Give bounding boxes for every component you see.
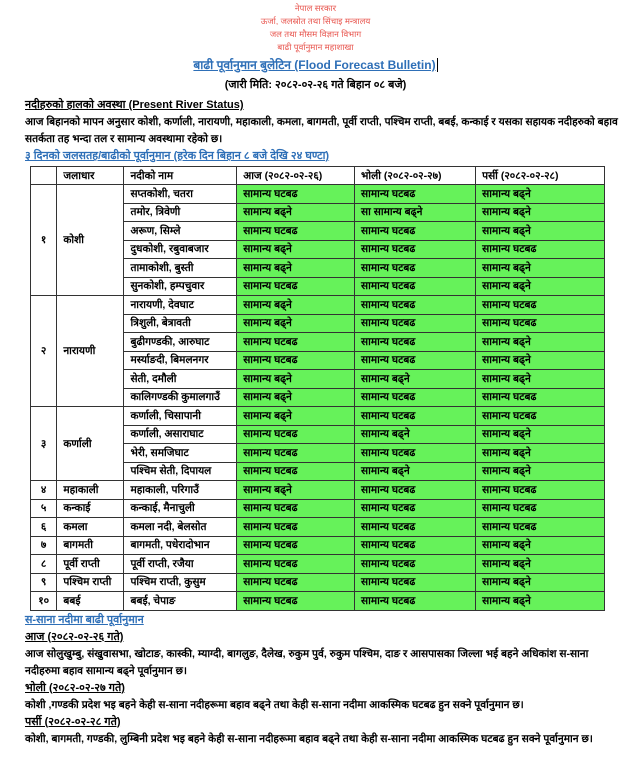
river-station: त्रिशुली, बेत्रावती bbox=[124, 314, 237, 333]
column-header bbox=[31, 167, 57, 185]
day-label-today: आज (२०८२-०२-२६ गते) bbox=[25, 630, 124, 643]
river-station: पश्चिम सेती, दिपायल bbox=[124, 462, 237, 481]
forecast-day-after: सामान्य बढ्ने bbox=[476, 277, 605, 296]
river-station: दुधकोशी, रबुवाबजार bbox=[124, 240, 237, 259]
day-label-tomorrow: भोली (२०८२-०२-२७ गते) bbox=[25, 681, 125, 694]
river-station: बबई, चेपाङ bbox=[124, 592, 237, 611]
forecast-day-after: सामान्य बढ्ने bbox=[476, 592, 605, 611]
river-station: कालिगण्डकी कुमालगाउँ bbox=[124, 388, 237, 407]
basin-name: बागमती bbox=[57, 536, 124, 555]
basin-name: पश्चिम राप्ती bbox=[57, 573, 124, 592]
forecast-tomorrow: सामान्य घटबढ bbox=[355, 314, 476, 333]
forecast-day-after: सामान्य बढ्ने bbox=[476, 370, 605, 389]
forecast-today: सामान्य घटबढ bbox=[237, 573, 355, 592]
river-station: भेरी, समजिघाट bbox=[124, 444, 237, 463]
river-station: बागमती, पधेरादोभान bbox=[124, 536, 237, 555]
forecast-tomorrow: सामान्य बढ्ने bbox=[355, 370, 476, 389]
table-row bbox=[31, 296, 605, 315]
forecast-day-after: सामान्य बढ्ने bbox=[476, 573, 605, 592]
forecast-tomorrow: सामान्य घटबढ bbox=[355, 333, 476, 352]
basin-number: ३ bbox=[31, 407, 57, 481]
forecast-day-after: सामान्य बढ्ने bbox=[476, 185, 605, 204]
forecast-day-after: सामान्य बढ्ने bbox=[476, 259, 605, 278]
river-station: कर्णाली, चिसापानी bbox=[124, 407, 237, 426]
column-header-day-after: पर्सी (२०८२-०२-२८) bbox=[476, 167, 605, 185]
forecast-tomorrow: सामान्य बढ्ने bbox=[355, 425, 476, 444]
basin-name: पूर्वी राप्ती bbox=[57, 555, 124, 574]
forecast-day-after: सामान्य बढ्ने bbox=[476, 425, 605, 444]
forecast-day-after: सामान्य घटबढ bbox=[476, 314, 605, 333]
small-rivers-heading: स-साना नदीमा बाढी पूर्वानुमान bbox=[25, 613, 144, 626]
forecast-today: सामान्य बढ्ने bbox=[237, 240, 355, 259]
column-header-tomorrow: भोली (२०८२-०२-२७) bbox=[355, 167, 476, 185]
forecast-day-after: सामान्य बढ्ने bbox=[476, 222, 605, 241]
basin-name: कोशी bbox=[57, 185, 124, 296]
bulletin-body bbox=[25, 97, 620, 748]
forecast-tomorrow: सामान्य घटबढ bbox=[355, 407, 476, 426]
forecast-tomorrow: सामान्य घटबढ bbox=[355, 296, 476, 315]
river-station: सप्तकोशी, चतरा bbox=[124, 185, 237, 204]
forecast-tomorrow: सामान्य घटबढ bbox=[355, 481, 476, 500]
day-text-tomorrow: कोशी ,गण्डकी प्रदेश भइ बहने केही स-साना नदीहरूमा बहाव बढ्ने तथा केही स-साना नदीमा आकस्मिक घटबढ हुन सक्ने पूर्वानुमान छ। bbox=[25, 698, 524, 711]
forecast-today: सामान्य घटबढ bbox=[237, 185, 355, 204]
table-row bbox=[31, 407, 605, 426]
forecast-today: सामान्य घटबढ bbox=[237, 518, 355, 537]
forecast-today: सामान्य घटबढ bbox=[237, 536, 355, 555]
table-row bbox=[31, 518, 605, 537]
forecast-today: सामान्य घटबढ bbox=[237, 592, 355, 611]
basin-number: ५ bbox=[31, 499, 57, 518]
forecast-today: सामान्य बढ्ने bbox=[237, 407, 355, 426]
present-status-text: आज बिहानको मापन अनुसार कोशी, कर्णाली, नारायणी, महाकाली, कमला, बागमती, पूर्वी राप्ती, पश्चिम राप्ती, बबई, कन्काई र यसका सहायक नदीहरुको बहाव सतर्कता तह भन्दा तल र सामान्य अवस्थामा रहेको छ। bbox=[25, 116, 618, 145]
table-row bbox=[31, 555, 605, 574]
forecast-tomorrow: सामान्य घटबढ bbox=[355, 518, 476, 537]
forecast-table-body bbox=[31, 185, 605, 611]
forecast-today: सामान्य बढ्ने bbox=[237, 259, 355, 278]
forecast-day-after: सामान्य बढ्ने bbox=[476, 203, 605, 222]
forecast-today: सामान्य बढ्ने bbox=[237, 296, 355, 315]
forecast-tomorrow: सामान्य घटबढ bbox=[355, 573, 476, 592]
forecast-tomorrow: सामान्य घटबढ bbox=[355, 277, 476, 296]
forecast-day-after: सामान्य घटबढ bbox=[476, 499, 605, 518]
forecast-today: सामान्य बढ्ने bbox=[237, 370, 355, 389]
forecast-today: सामान्य घटबढ bbox=[237, 277, 355, 296]
basin-name: बबई bbox=[57, 592, 124, 611]
present-status-heading: नदीहरुको हालको अवस्था (Present River Status) bbox=[25, 99, 244, 111]
division-name: बाढी पूर्वानुमान महाशाखा bbox=[277, 42, 354, 52]
basin-name: नारायणी bbox=[57, 296, 124, 407]
forecast-tomorrow: सामान्य घटबढ bbox=[355, 499, 476, 518]
letterhead bbox=[0, 0, 631, 54]
forecast-tomorrow: सामान्य घटबढ bbox=[355, 240, 476, 259]
basin-number: १ bbox=[31, 185, 57, 296]
basin-number: ८ bbox=[31, 555, 57, 574]
table-header-row bbox=[31, 167, 605, 185]
river-station: पूर्वी राप्ती, रजैया bbox=[124, 555, 237, 574]
forecast-today: सामान्य घटबढ bbox=[237, 444, 355, 463]
forecast-day-after: सामान्य घटबढ bbox=[476, 481, 605, 500]
forecast-tomorrow: सामान्य घटबढ bbox=[355, 536, 476, 555]
forecast-day-after: सामान्य बढ्ने bbox=[476, 462, 605, 481]
river-station: तामाकोशी, बुस्ती bbox=[124, 259, 237, 278]
basin-name: कमला bbox=[57, 518, 124, 537]
forecast-day-after: सामान्य बढ्ने bbox=[476, 333, 605, 352]
forecast-today: सामान्य बढ्ने bbox=[237, 203, 355, 222]
column-header-river: नदीको नाम bbox=[124, 167, 237, 185]
basin-number: ६ bbox=[31, 518, 57, 537]
river-station: नारायणी, देवघाट bbox=[124, 296, 237, 315]
table-row bbox=[31, 592, 605, 611]
forecast-today: सामान्य बढ्ने bbox=[237, 481, 355, 500]
forecast-today: सामान्य घटबढ bbox=[237, 333, 355, 352]
river-station: अरूण, सिम्ले bbox=[124, 222, 237, 241]
issued-date: (जारी मिति: २०८२-०२-२६ गते बिहान ०८ बजे) bbox=[224, 79, 407, 91]
government-name: नेपाल सरकार bbox=[294, 3, 337, 13]
basin-number: १० bbox=[31, 592, 57, 611]
forecast-today: सामान्य घटबढ bbox=[237, 425, 355, 444]
basin-number: ७ bbox=[31, 536, 57, 555]
forecast-day-after: सामान्य घटबढ bbox=[476, 518, 605, 537]
basin-number: ९ bbox=[31, 573, 57, 592]
column-header-today: आज (२०८२-०२-२६) bbox=[237, 167, 355, 185]
forecast-heading: ३ दिनको जलसतह/बाढीको पूर्वानुमान (हरेक दिन बिहान ८ बजे देखि २४ घण्टा) bbox=[25, 150, 330, 162]
river-station: कर्णाली, असाराघाट bbox=[124, 425, 237, 444]
ministry-name: ऊर्जा, जलस्रोत तथा सिंचाइ मन्त्रालय bbox=[260, 16, 371, 26]
bulletin-title: बाढी पूर्वानुमान बुलेटिन (Flood Forecast Bulletin) bbox=[193, 58, 436, 72]
table-row bbox=[31, 536, 605, 555]
river-station: मर्स्याङदी, बिमलनगर bbox=[124, 351, 237, 370]
table-row bbox=[31, 481, 605, 500]
river-station: कन्काई, मैनाचुली bbox=[124, 499, 237, 518]
river-station: सेती, दमौली bbox=[124, 370, 237, 389]
river-station: पश्चिम राप्ती, कुसुम bbox=[124, 573, 237, 592]
forecast-tomorrow: सामान्य घटबढ bbox=[355, 259, 476, 278]
forecast-today: सामान्य घटबढ bbox=[237, 222, 355, 241]
forecast-day-after: सामान्य बढ्ने bbox=[476, 555, 605, 574]
table-row bbox=[31, 185, 605, 204]
forecast-tomorrow: सामान्य बढ्ने bbox=[355, 462, 476, 481]
forecast-tomorrow: सामान्य घटबढ bbox=[355, 185, 476, 204]
forecast-day-after: सामान्य घटबढ bbox=[476, 240, 605, 259]
forecast-today: सामान्य बढ्ने bbox=[237, 314, 355, 333]
forecast-tomorrow: सामान्य घटबढ bbox=[355, 592, 476, 611]
forecast-day-after: सामान्य बढ्ने bbox=[476, 536, 605, 555]
day-text-day-after: कोशी, बागमती, गण्डकी, लुम्बिनी प्रदेश भइ बहने केही स-साना नदीहरूमा बहाव बढ्ने तथा केही स-साना नदीमा आकस्मिक घटबढ हुन सक्ने पूर्वानुमान छ। bbox=[25, 732, 593, 745]
basin-name: कन्काई bbox=[57, 499, 124, 518]
basin-number: ४ bbox=[31, 481, 57, 500]
forecast-today: सामान्य बढ्ने bbox=[237, 388, 355, 407]
day-label-day-after: पर्सी (२०८२-०२-२८ गते) bbox=[25, 715, 121, 728]
forecast-tomorrow: सामान्य घटबढ bbox=[355, 388, 476, 407]
forecast-today: सामान्य घटबढ bbox=[237, 499, 355, 518]
basin-name: कर्णाली bbox=[57, 407, 124, 481]
department-name: जल तथा मौसम विज्ञान विभाग bbox=[269, 29, 362, 39]
forecast-tomorrow: सामान्य घटबढ bbox=[355, 222, 476, 241]
forecast-day-after: सामान्य घटबढ bbox=[476, 296, 605, 315]
forecast-tomorrow: सा सामान्य बढ्ने bbox=[355, 203, 476, 222]
basin-name: महाकाली bbox=[57, 481, 124, 500]
table-row bbox=[31, 499, 605, 518]
basin-number: २ bbox=[31, 296, 57, 407]
river-station: महाकाली, परिगाउँ bbox=[124, 481, 237, 500]
forecast-day-after: सामान्य घटबढ bbox=[476, 407, 605, 426]
river-station: कमला नदी, बेलसोत bbox=[124, 518, 237, 537]
forecast-table bbox=[30, 166, 605, 611]
forecast-tomorrow: सामान्य घटबढ bbox=[355, 351, 476, 370]
table-row bbox=[31, 573, 605, 592]
day-text-today: आज सोलुखुम्बु, संखुवासभा, खोटाङ, कास्की, म्याग्दी, बागलुङ, दैलेख, रुकुम पुर्व, रुकुम पश्चिम, दाङ र आसपासका जिल्ला भई बहने अधिकांश स-साना नदीहरुमा बहाव सामान्य बढ्ने पूर्वानुमान छ। bbox=[25, 647, 589, 677]
river-station: तमोर, त्रिवेणी bbox=[124, 203, 237, 222]
forecast-tomorrow: सामान्य घटबढ bbox=[355, 444, 476, 463]
forecast-day-after: सामान्य बढ्ने bbox=[476, 351, 605, 370]
forecast-today: सामान्य घटबढ bbox=[237, 462, 355, 481]
forecast-today: सामान्य घटबढ bbox=[237, 351, 355, 370]
forecast-day-after: सामान्य घटबढ bbox=[476, 388, 605, 407]
forecast-day-after: सामान्य बढ्ने bbox=[476, 444, 605, 463]
forecast-today: सामान्य घटबढ bbox=[237, 555, 355, 574]
river-station: सुनकोशी, हम्पचुवार bbox=[124, 277, 237, 296]
river-station: बुढीगण्डकी, आरुघाट bbox=[124, 333, 237, 352]
column-header-basin: जलाधार bbox=[57, 167, 124, 185]
forecast-tomorrow: सामान्य घटबढ bbox=[355, 555, 476, 574]
